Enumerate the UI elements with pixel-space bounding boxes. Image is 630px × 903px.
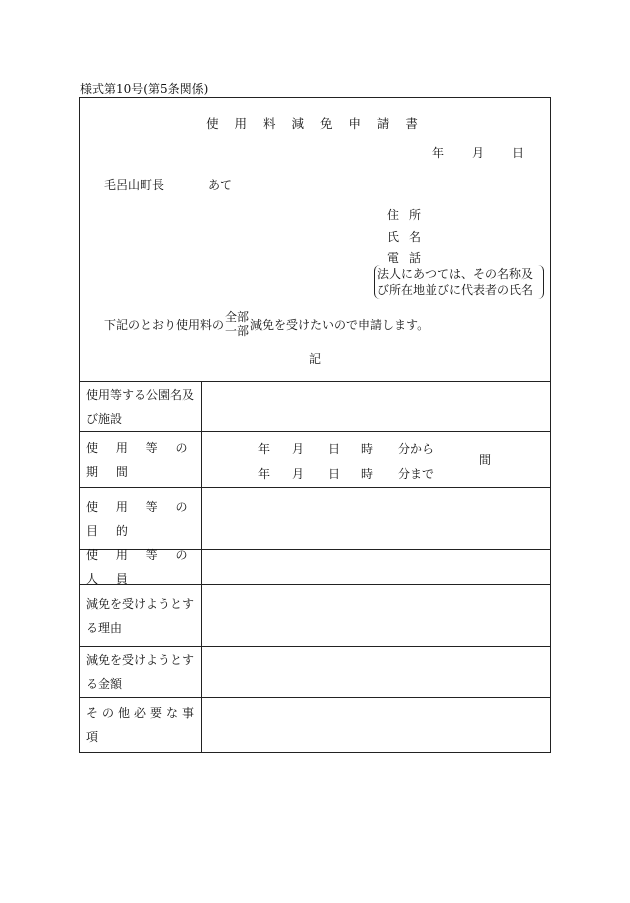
personnel-label: 使 用 等 の 人 員 (80, 550, 202, 584)
end-month: 月 (292, 467, 305, 481)
facility-field[interactable] (203, 382, 550, 431)
amount-label (80, 647, 202, 697)
start-day: 日 (328, 442, 341, 456)
start-minute-from: 分から (398, 442, 435, 456)
date-day: 日 (511, 146, 524, 160)
end-hour: 時 (361, 467, 374, 481)
scope-options (225, 310, 249, 338)
request-text-after: 減免を受けたいので申請します。 (250, 317, 430, 332)
form-number: 様式第10号(第5条関係) (80, 82, 209, 96)
other-label: その他必要な事項 (80, 698, 202, 752)
form-header-section (80, 98, 550, 381)
period-field[interactable] (203, 432, 550, 487)
row-personnel (80, 549, 550, 584)
row-period (80, 431, 550, 487)
option-all: 全部 (225, 310, 250, 324)
period-total: 間 (479, 453, 492, 467)
facility-label-line2: び施設 (86, 411, 123, 426)
corporation-note (374, 265, 544, 299)
amount-label-line1: 減免を受けようとす (86, 653, 195, 667)
request-statement (104, 307, 429, 341)
request-text-before: 下記のとおり使用料の (104, 317, 225, 332)
start-hour: 時 (361, 442, 374, 456)
end-year: 年 (258, 467, 271, 481)
facility-label (80, 382, 202, 431)
reason-field[interactable] (203, 585, 550, 646)
purpose-field[interactable] (203, 488, 550, 549)
option-part: 一部 (225, 324, 250, 338)
start-year: 年 (258, 442, 271, 456)
end-day: 日 (328, 467, 341, 481)
row-reason (80, 584, 550, 646)
addressee-name: 毛呂山町長 (104, 178, 165, 192)
reason-label-line2: る理由 (86, 620, 123, 635)
end-minute-to: 分まで (398, 467, 435, 481)
other-field[interactable] (203, 698, 550, 752)
facility-label-line1: 使用等する公園名及 (86, 387, 195, 402)
address-label: 住所 (387, 208, 432, 222)
row-other (80, 697, 550, 752)
corporation-note-line2: び所在地並びに代表者の氏名 (377, 283, 534, 297)
date-year: 年 (431, 146, 444, 160)
date-month: 月 (471, 146, 484, 160)
corporation-note-line1: 法人にあつては、その名称及 (377, 267, 534, 281)
row-amount (80, 646, 550, 697)
personnel-field[interactable] (203, 550, 550, 584)
amount-label-line2: る金額 (86, 677, 123, 691)
start-month: 月 (292, 442, 305, 456)
period-label: 使 用 等 の 期 間 (80, 432, 202, 487)
row-purpose (80, 487, 550, 549)
phone-label: 電話 (387, 251, 432, 265)
purpose-label: 使 用 等 の 目 的 (80, 488, 202, 549)
reason-label-line1: 減免を受けようとす (86, 596, 195, 611)
application-form (79, 97, 551, 753)
name-label: 氏名 (387, 230, 432, 244)
reason-label (80, 585, 202, 646)
row-facility (80, 381, 550, 431)
record-mark: 記 (308, 352, 321, 366)
form-title: 使 用 料 減 免 申 請 書 (206, 116, 424, 131)
addressee-suffix: あて (208, 178, 233, 192)
application-date (432, 144, 524, 161)
amount-field[interactable] (203, 647, 550, 697)
